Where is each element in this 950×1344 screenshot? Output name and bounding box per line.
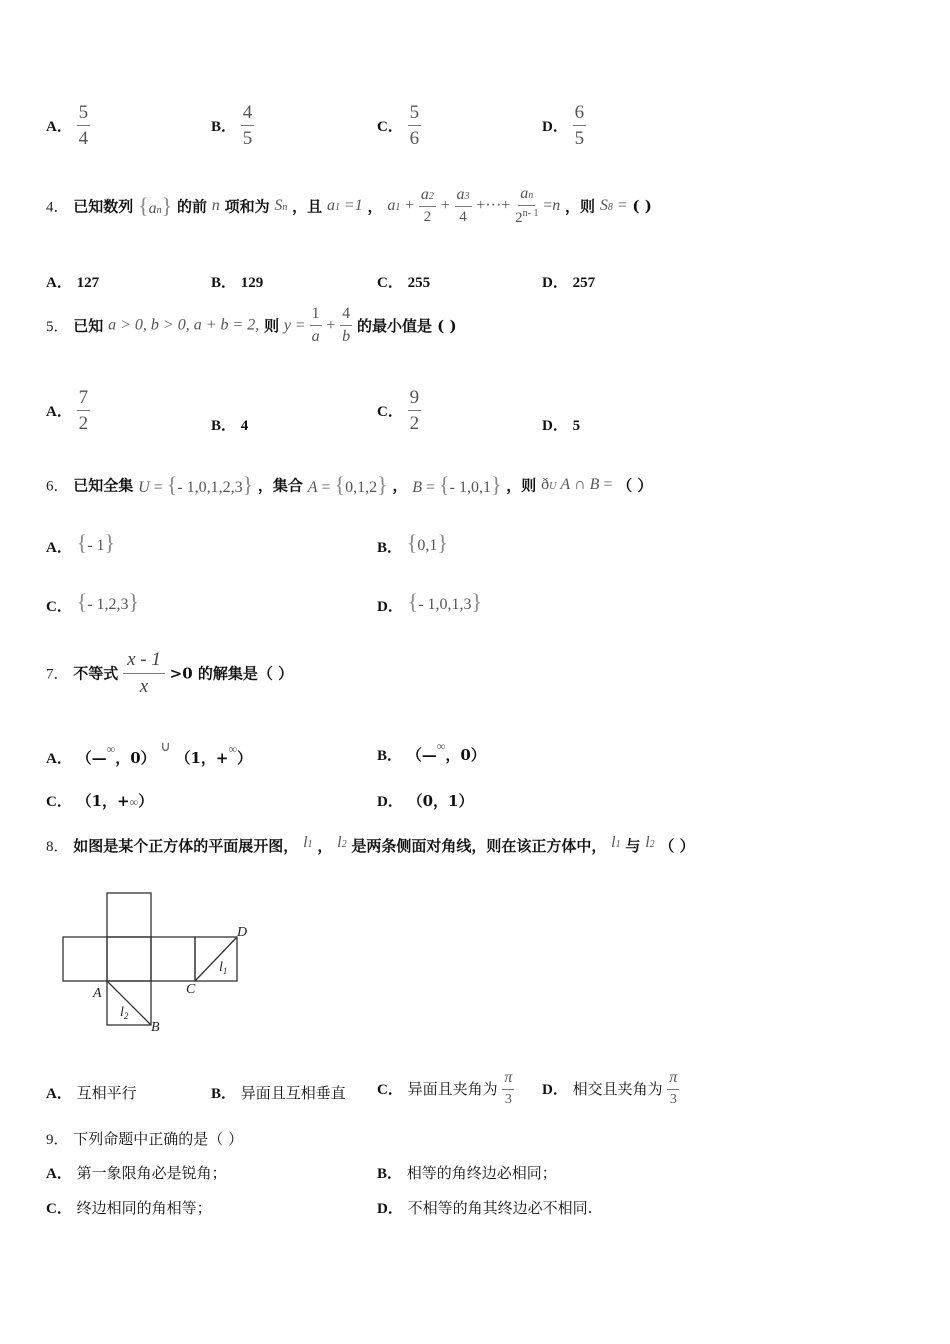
- q7-option-d[interactable]: D． （0，1）: [377, 792, 474, 810]
- q4-sequence-an: {an}: [138, 193, 173, 218]
- q9-stem: 9． 下列命题中正确的是（ ）: [46, 1130, 244, 1148]
- q3-option-d[interactable]: D． $\frac{6}{5}$: [542, 102, 585, 149]
- q7-option-b[interactable]: B． （—∞，0）: [377, 739, 486, 764]
- q5-option-b[interactable]: B． 4: [211, 418, 249, 434]
- net-face-left: [63, 937, 107, 981]
- q3-option-d-fraction: $\frac{6}{5}$: [574, 102, 585, 149]
- q3-option-a[interactable]: A． $\frac{5}{4}$: [46, 102, 89, 149]
- diagonal-l1: [195, 937, 237, 981]
- label-l2: $l_2$: [120, 1005, 129, 1021]
- q6-option-d[interactable]: D． {- 1,0,1,3}: [377, 589, 483, 615]
- q7-option-c[interactable]: C． （1，+∞）: [46, 792, 154, 810]
- q4-option-c[interactable]: C． 255: [377, 275, 431, 291]
- q3-option-c[interactable]: C． $\frac{5}{6}$: [377, 102, 420, 149]
- q6-set-a: A = {0,1,2}: [307, 472, 388, 497]
- q6-option-a[interactable]: A． {- 1}: [46, 530, 116, 556]
- q3-option-c-fraction: $\frac{5}{6}$: [409, 102, 420, 149]
- q5-option-d[interactable]: D． 5: [542, 418, 581, 434]
- cube-net-figure: [44, 885, 264, 1035]
- diagonal-l2: [107, 981, 151, 1025]
- q4-option-a[interactable]: A． 127: [46, 275, 100, 291]
- label-d: D: [237, 925, 248, 940]
- q6-option-c[interactable]: C． {- 1,2,3}: [46, 589, 140, 615]
- net-face-right: [151, 937, 195, 981]
- label-b: B: [151, 1020, 160, 1035]
- q6-complement-expression: ðU A ∩ B =: [541, 476, 613, 493]
- q5-expression: y = $\frac{1}{a}$ + $\frac{4}{b}$: [283, 305, 351, 345]
- q8-stem: 8． 如图是某个正方体的平面展开图， l1 ， l2 是两条侧面对角线，则在该正方体中， l1 与 l2 （ ）: [46, 834, 695, 855]
- q6-set-b: B = {- 1,0,1}: [412, 472, 502, 497]
- q5-stem: 5． 已知 a > 0, b > 0, a + b = 2, 则 y = $\frac{1}{a}$ + $\frac{4}{b}$ 的最小值是 ( ): [46, 305, 457, 345]
- label-c: C: [186, 982, 196, 997]
- q3-option-b[interactable]: B． $\frac{4}{5}$: [211, 102, 253, 149]
- q5-option-a[interactable]: A． $\frac{7}{2}$: [46, 387, 89, 434]
- q7-stem: 7． 不等式 $\frac{x - 1}{x}$ >0 的解集是（ ）: [46, 649, 294, 697]
- q8-l2: l2: [337, 834, 347, 851]
- q4-sn: Sn: [274, 197, 288, 214]
- q6-stem: 6． 已知全集 U = {- 1,0,1,2,3} ，集合 A = {0,1,2} ， B = {- 1,0,1} ，则 ðU A ∩ B = （ ）: [46, 472, 653, 497]
- label-l1: $l_1$: [219, 960, 228, 976]
- q8-option-b[interactable]: B． 异面且互相垂直: [211, 1084, 346, 1102]
- q4-option-d[interactable]: D． 257: [542, 275, 596, 291]
- q8-option-a[interactable]: A． 互相平行: [46, 1084, 137, 1102]
- q8-option-c[interactable]: C． 异面且夹角为 $\frac{\pi}{3}$: [377, 1069, 513, 1107]
- q5-condition: a > 0, b > 0, a + b = 2,: [108, 316, 260, 334]
- q5-option-c[interactable]: C． $\frac{9}{2}$: [377, 387, 420, 434]
- q4-option-b[interactable]: B． 129: [211, 275, 264, 291]
- net-face-center: [107, 937, 151, 981]
- q8-l1: l1: [303, 834, 313, 851]
- q9-option-b[interactable]: B． 相等的角终边必相同；: [377, 1164, 557, 1182]
- q6-option-b[interactable]: B． {0,1}: [377, 530, 448, 556]
- label-a: A: [93, 986, 102, 1001]
- net-face-top: [107, 893, 151, 937]
- q9-option-c[interactable]: C． 终边相同的角相等；: [46, 1199, 212, 1217]
- q3-option-a-fraction: $\frac{5}{4}$: [78, 102, 89, 149]
- q4-s8: S8 =: [599, 197, 628, 214]
- q3-option-b-fraction: $\frac{4}{5}$: [242, 102, 253, 149]
- q8-option-d[interactable]: D． 相交且夹角为 $\frac{\pi}{3}$: [542, 1069, 678, 1107]
- q6-universal-set: U = {- 1,0,1,2,3}: [138, 472, 254, 497]
- q7-option-a[interactable]: A． （—∞，0） ∪ （1，+∞）: [46, 740, 253, 767]
- q4-a1-eq-1: a1 =1: [326, 197, 363, 214]
- q9-option-a[interactable]: A． 第一象限角必是锐角；: [46, 1164, 227, 1182]
- q7-fraction: $\frac{x - 1}{x}$: [123, 650, 165, 696]
- q9-option-d[interactable]: D． 不相等的角其终边必不相同.: [377, 1199, 593, 1217]
- q4-stem: 4． 已知数列 {an} 的前 n 项和为 Sn ，且 a1 =1 ， a1 + $\frac{a2}{2}$ + $\frac{a3}{4}$ +···+ $\frac{an}{2^{n- 1}}$ =n ，则 S8 = ( ): [46, 185, 652, 226]
- q4-series-equation: a1 + $\frac{a2}{2}$ + $\frac{a3}{4}$ +···+ $\frac{an}{2^{n- 1}}$ =n: [387, 185, 561, 226]
